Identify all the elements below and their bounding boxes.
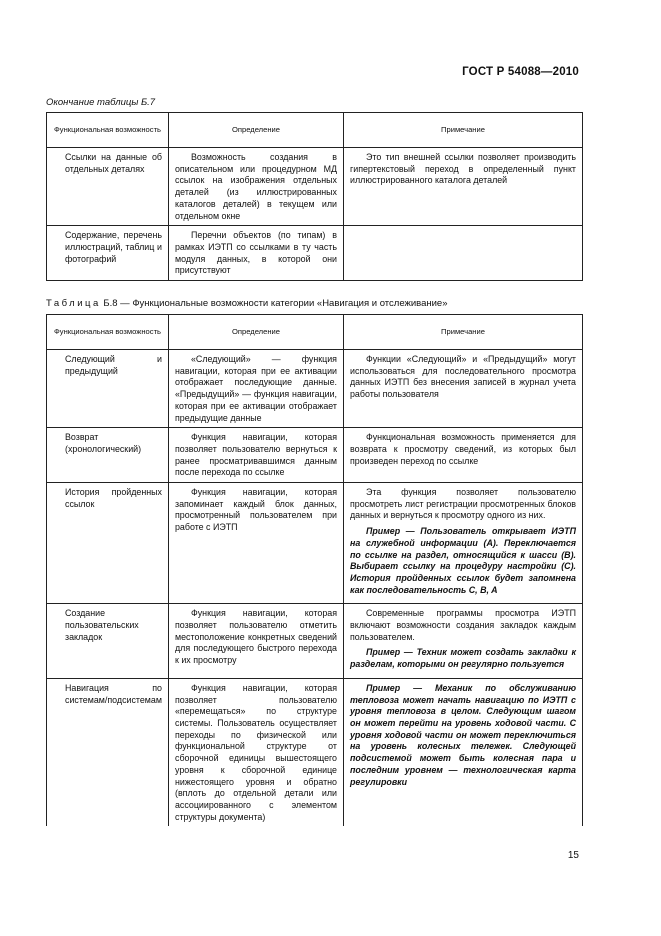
table-header-row [47, 113, 583, 148]
column-header-feature: Функциональная возможность [47, 113, 169, 148]
table-row [47, 604, 583, 679]
table-row [47, 678, 583, 826]
notes-cell [344, 350, 583, 428]
feature-cell: Ссылки на данные об отдельных деталях [47, 148, 169, 226]
example-text: Пример — Техник может создать закладки к разделам, которыми он регулярно пользуется [350, 647, 576, 670]
table-row [47, 428, 583, 483]
note-text: Функции «Следующий» и «Предыдущий» могут использоваться для последовательного просмотра данных ИЭТП без внесения записей в журнал учета работы пользователя [350, 354, 576, 400]
notes-cell [344, 483, 583, 604]
table-caption-continued: Окончание таблицы Б.7 [46, 97, 156, 108]
table-caption [46, 298, 448, 309]
table-b8 [46, 314, 583, 826]
column-header-feature: Функциональная возможность [47, 315, 169, 350]
feature-cell: Навигация по системам/подсистемам [47, 678, 169, 826]
table-row [47, 483, 583, 604]
document-id: ГОСТ Р 54088—2010 [462, 66, 579, 78]
table-header-row [47, 315, 583, 350]
table-row [47, 148, 583, 226]
definition-cell: Функция навигации, которая позволяет пользователю «перемещаться» по структуре системы. Пользователь осуществляет переходы по физической или функциональной структуре от сборочной единицы вышестоящего уровня к сборочной единице нижестоящего уровня и обратно (вплоть до отдельной детали или ассоциированного с элементом структуры документа) [169, 678, 344, 826]
table-row [47, 226, 583, 281]
notes-cell [344, 678, 583, 826]
definition-cell: Функция навигации, которая позволяет пользователю отметить местоположение конкретных сведений для последующего быстрого перехода к их просмотру [169, 604, 344, 679]
feature-cell: Следующий и предыдущий [47, 350, 169, 428]
column-header-definition: Определение [169, 113, 344, 148]
definition-cell: Перечни объектов (по типам) в рамках ИЭТП со ссылками в ту часть модуля данных, в которой они присутствуют [169, 226, 344, 281]
table-caption-title: Б.8 — Функциональные возможности категории «Навигация и отслеживание» [100, 298, 448, 309]
note-text: Эта функция позволяет пользователю просмотреть лист регистрации просмотренных блоков данных и вернуться к просмотру одного из них. [350, 487, 576, 521]
definition-cell: Возможность создания в описательном или процедурном МД ссылок на изображения отдельных деталей (из иллюстрированных каталогов деталей) в текущем или отдельном окне [169, 148, 344, 226]
notes-cell [344, 148, 583, 226]
definition-cell: Функция навигации, которая запоминает каждый блок данных, просмотренный пользователем при работе с ИЭТП [169, 483, 344, 604]
table-row [47, 350, 583, 428]
example-text: Пример — Механик по обслуживанию тепловоза может начать навигацию по ИЭТП с уровня тепловоза в целом. Следующим шагом он может перейти на уровень ходовой части. С уровня ходовой части он может переключиться на уровень колесных тележек. Следующей подсистемой может быть колесная пара и последним уровнем — технологическая карта регулировки [350, 682, 576, 787]
definition-cell: Функция навигации, которая позволяет пользователю вернуться к ранее просматривавшимся данным после перехода по ссылке [169, 428, 344, 483]
feature-cell: Создание пользовательских закладок [47, 604, 169, 679]
feature-cell: История пройденных ссылок [47, 483, 169, 604]
notes-cell [344, 226, 583, 281]
column-header-notes: Примечание [344, 113, 583, 148]
notes-cell [344, 604, 583, 679]
table-b7-end [46, 112, 583, 281]
table-caption-prefix: Таблица [46, 298, 101, 309]
feature-cell: Возврат (хронологический) [47, 428, 169, 483]
page-number: 15 [567, 850, 579, 861]
note-text: Это тип внешней ссылки позволяет производить гипертекстовый переход в определенный пункт иллюстрированного каталога деталей [350, 152, 576, 186]
example-text: Пример — Пользователь открывает ИЭТП на служебной информации (A). Переключается по ссылке на раздел, относящийся к шасси (B). Выбирает ссылку на процедуру настройки (C). История пройденных ссылок будет запомнена как последовательность C, B, A [350, 526, 576, 595]
note-text: Современные программы просмотра ИЭТП включают возможности создания закладок каждым пользователем. [350, 608, 576, 642]
feature-cell: Содержание, перечень иллюстраций, таблиц и фотографий [47, 226, 169, 281]
notes-cell [344, 428, 583, 483]
column-header-notes: Примечание [344, 315, 583, 350]
column-header-definition: Определение [169, 315, 344, 350]
note-text: Функциональная возможность применяется для возврата к просмотру сведений, из которых был произведен переход по ссылке [350, 432, 576, 466]
definition-cell: «Следующий» — функция навигации, которая при ее активации отображает последующие данные. «Предыдущий» — функция навигации, которая при ее активации отображает предыдущие данные [169, 350, 344, 428]
